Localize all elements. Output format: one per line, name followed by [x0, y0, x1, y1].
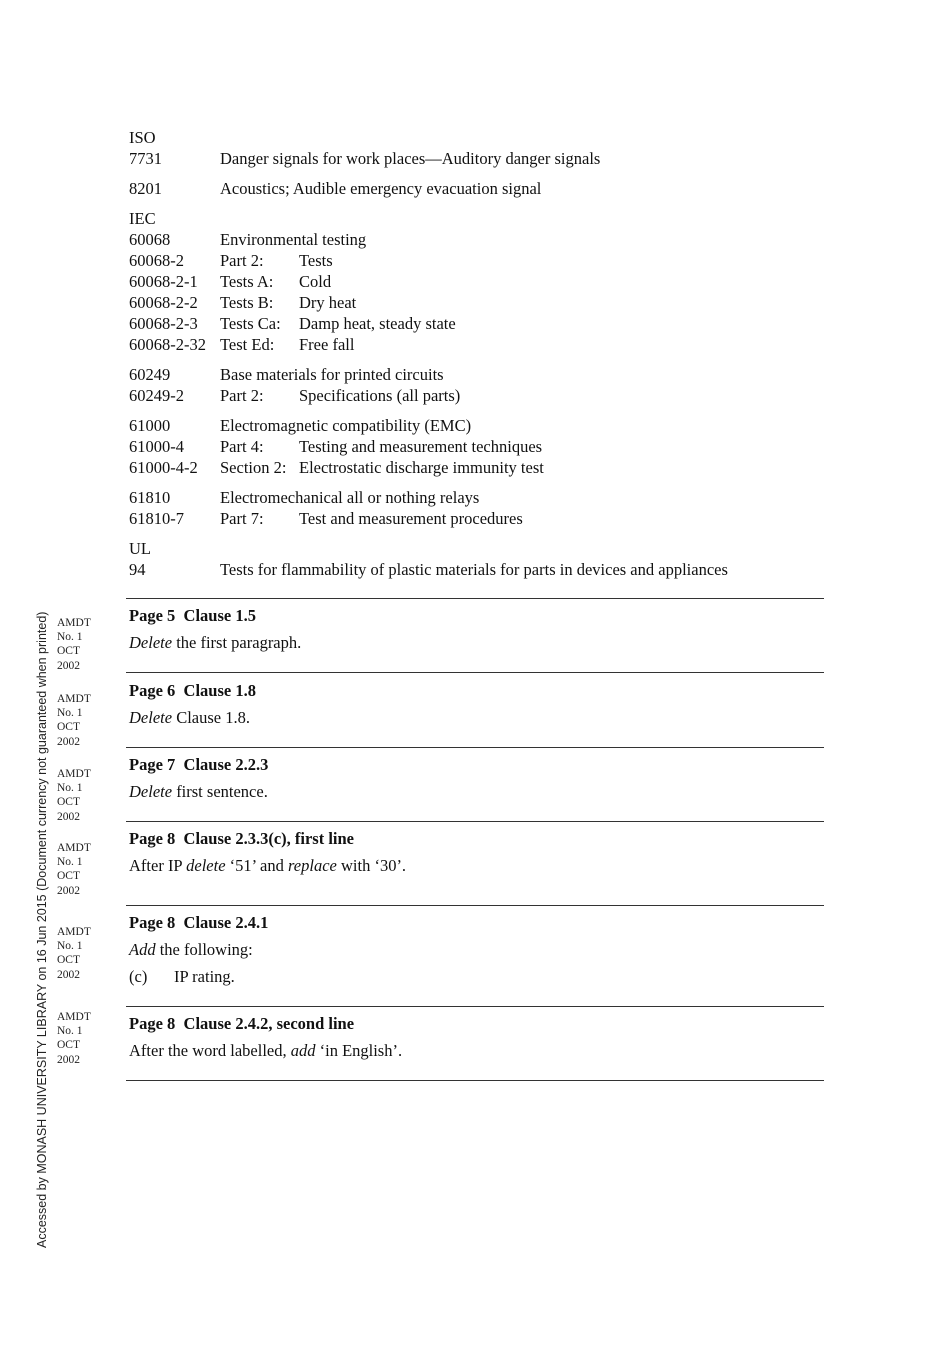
part-label: Tests A: — [220, 272, 274, 291]
amendment-stamp: AMDT No. 1 OCT 2002 — [57, 842, 91, 897]
iec-group — [129, 208, 728, 529]
divider-rule — [126, 821, 824, 822]
part-label: Test Ed: — [220, 335, 275, 354]
amendment-stamp: AMDT No. 1 OCT 2002 — [57, 617, 91, 672]
standard-code: 60249 — [129, 365, 171, 384]
standard-title: Damp heat, steady state — [299, 314, 456, 333]
standard-code: 61810 — [129, 488, 171, 507]
standard-code: 60068-2 — [129, 251, 184, 270]
iso-group — [129, 127, 728, 199]
standard-title: Environmental testing — [220, 230, 367, 249]
standard-code: 8201 — [129, 179, 162, 198]
part-label: Part 2: — [220, 386, 264, 405]
divider-rule — [126, 1080, 824, 1081]
standard-code: 60249-2 — [129, 386, 184, 405]
amendment-heading: Page 8 Clause 2.3.3(c), first line — [129, 829, 354, 848]
referenced-documents — [129, 127, 728, 580]
standard-title: Tests for flammability of plastic materials for parts in devices and appliances — [220, 560, 728, 579]
amendment-stamp: AMDT No. 1 OCT 2002 — [57, 1011, 91, 1066]
amendment-heading: Page 8 Clause 2.4.1 — [129, 913, 269, 932]
amendment-stamp: AMDT No. 1 OCT 2002 — [57, 693, 91, 748]
standard-code: 60068-2-2 — [129, 293, 198, 312]
standard-title: Tests — [299, 251, 333, 270]
standard-code: 61000-4-2 — [129, 458, 198, 477]
group-heading: IEC — [129, 209, 156, 228]
amendment-entry — [129, 606, 301, 653]
reference-row — [129, 508, 728, 529]
reference-row — [129, 415, 728, 436]
part-label: Section 2: — [220, 458, 287, 477]
amendment-heading: Page 8 Clause 2.4.2, second line — [129, 1014, 355, 1033]
reference-row — [129, 487, 728, 508]
divider-rule — [126, 598, 824, 599]
standard-code: 60068-2-32 — [129, 335, 206, 354]
reference-row — [129, 250, 728, 271]
item-text: IP rating. — [174, 967, 235, 986]
library-access-stamp: Accessed by MONASH UNIVERSITY LIBRARY on 16 Jun 2015 (Document currency not guaranteed when printed) — [35, 611, 49, 1248]
amendment-heading: Page 6 Clause 1.8 — [129, 681, 256, 700]
group-heading: UL — [129, 539, 151, 558]
standard-title: Acoustics; Audible emergency evacuation signal — [220, 179, 542, 198]
standard-title: Dry heat — [299, 293, 357, 312]
amendment-entry — [129, 1014, 402, 1061]
reference-row — [129, 559, 728, 580]
list-item — [129, 967, 268, 987]
amendment-heading: Page 7 Clause 2.2.3 — [129, 755, 269, 774]
group-heading: ISO — [129, 128, 156, 147]
amendment-entry — [129, 681, 256, 728]
amendment-text: Add the following: — [129, 940, 253, 959]
ul-group — [129, 538, 728, 580]
amendment-text: Delete the first paragraph. — [129, 633, 302, 652]
part-label: Part 4: — [220, 437, 264, 456]
amendment-text: Delete first sentence. — [129, 782, 268, 801]
divider-rule — [126, 905, 824, 906]
amendment-entry — [129, 829, 406, 876]
amendment-heading: Page 5 Clause 1.5 — [129, 606, 256, 625]
standard-title: Specifications (all parts) — [299, 386, 461, 405]
reference-row — [129, 271, 728, 292]
standard-code: 94 — [129, 560, 146, 579]
standard-title: Cold — [299, 272, 332, 291]
amendment-text: After the word labelled, add ‘in English’. — [129, 1041, 403, 1060]
amendment-text: After IP delete ‘51’ and replace with ‘30’. — [129, 856, 407, 875]
standard-title: Electromagnetic compatibility (EMC) — [220, 416, 472, 435]
amendment-stamp: AMDT No. 1 OCT 2002 — [57, 926, 91, 981]
reference-row — [129, 313, 728, 334]
part-label: Tests Ca: — [220, 314, 281, 333]
standard-title: Free fall — [299, 335, 355, 354]
standard-code: 60068-2-3 — [129, 314, 198, 333]
part-label: Tests B: — [220, 293, 274, 312]
reference-row — [129, 364, 728, 385]
standard-code: 61810-7 — [129, 509, 184, 528]
reference-row — [129, 385, 728, 406]
divider-rule — [126, 747, 824, 748]
divider-rule — [126, 672, 824, 673]
amendment-entry — [129, 755, 268, 802]
standard-code: 61000 — [129, 416, 171, 435]
reference-row — [129, 457, 728, 478]
standard-title: Base materials for printed circuits — [220, 365, 444, 384]
standard-code: 61000-4 — [129, 437, 184, 456]
standard-code: 7731 — [129, 149, 162, 168]
standard-code: 60068-2-1 — [129, 272, 198, 291]
standard-title: Electromechanical all or nothing relays — [220, 488, 480, 507]
divider-rule — [126, 1006, 824, 1007]
standard-code: 60068 — [129, 230, 171, 249]
reference-row — [129, 334, 728, 355]
standard-title: Electrostatic discharge immunity test — [299, 458, 544, 477]
reference-row — [129, 229, 728, 250]
reference-row — [129, 178, 728, 199]
reference-row — [129, 436, 728, 457]
standard-title: Test and measurement procedures — [299, 509, 523, 528]
part-label: Part 7: — [220, 509, 264, 528]
amendment-entry — [129, 913, 268, 987]
standard-title: Danger signals for work places—Auditory danger signals — [220, 149, 601, 168]
reference-row — [129, 148, 728, 169]
amendment-text: Delete Clause 1.8. — [129, 708, 250, 727]
amendment-stamp: AMDT No. 1 OCT 2002 — [57, 768, 91, 823]
part-label: Part 2: — [220, 251, 264, 270]
item-label: (c) — [129, 967, 148, 986]
standard-title: Testing and measurement techniques — [299, 437, 543, 456]
reference-row — [129, 292, 728, 313]
